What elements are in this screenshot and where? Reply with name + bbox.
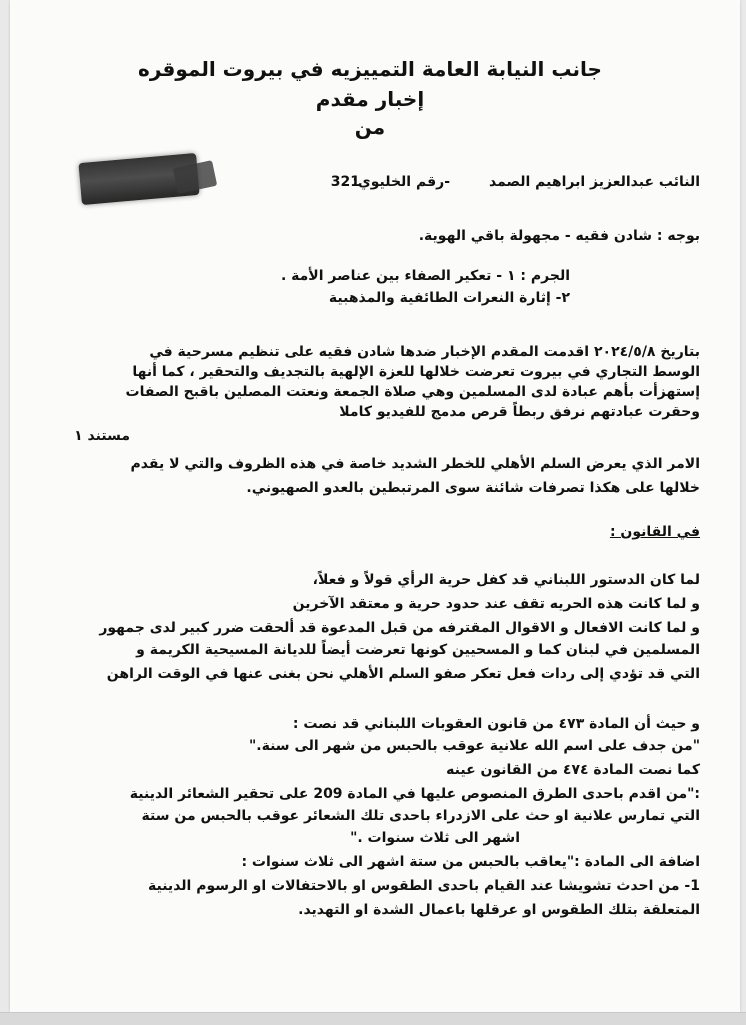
law-line: و لما كانت الافعال و الاقوال المقترفه من قبل المدعوة قد ألحقت ضرر كبير لدى جمهور [99, 620, 700, 636]
crime-line-1: الجرم : ١ - تعكير الصفاء بين عناصر الأمة . [280, 268, 570, 284]
facts-line: وحقرت عبادتهم نرفق ربطاً قرص مدمج للفيديو كاملا [339, 404, 700, 420]
phone-label: -رقم الخليوي: [352, 174, 450, 190]
law-line: المسلمين في لبنان كما و المسحيين كونها تعرضت أيضاً للديانة المسيحية الكريمة و [136, 642, 700, 658]
phone-number-partial: 321 [330, 174, 360, 190]
page-bottom-edge [0, 1012, 746, 1025]
article-line: كما نصت المادة ٤٧٤ من القانون عينه [446, 762, 700, 778]
facts-line: بتاريخ ٢٠٢٤/٥/٨ اقدمت المقدم الإخبار ضدها شادن فقيه على تنظيم مسرحية في [149, 344, 700, 360]
law-line: التي قد تؤدي إلى ردات فعل تعكر صفو السلم الأهلي نحن بغنى عنها في الوقت الراهن [106, 666, 700, 682]
facts-line: إستهزأت بأهم عبادة لدى المسلمين وهي صلاة الجمعة ونعتت المصلين باقبح الصفات [125, 384, 700, 400]
article-line: و حيث أن المادة ٤٧٣ من قانون العقوبات اللبناني قد نصت : [292, 716, 700, 732]
danger-line: الامر الذي يعرض السلم الأهلي للخطر الشديد خاصة في هذه الظروف والتي لا يقدم [130, 456, 700, 472]
article-line: اضافة الى المادة :"يعاقب بالحبس من ستة اشهر الى ثلاث سنوات : [241, 854, 700, 870]
document-subtitle: إخبار مقدم [315, 87, 425, 111]
document-page [10, 0, 740, 1012]
document-title: جانب النيابة العامة التمييزيه في بيروت الموقره [138, 57, 602, 81]
complainant-name: النائب عبدالعزيز ابراهيم الصمد [488, 174, 700, 190]
danger-line: خلالها على هكذا تصرفات شائنة سوى المرتبطين بالعدو الصهيوني. [246, 480, 700, 496]
article-line: :"من اقدم باحدى الطرق المنصوص عليها في المادة 209 على تحقير الشعائر الدينية [129, 786, 700, 802]
law-line: و لما كانت هذه الحريه تقف عند حدود حرية و معتقد الآخرين [292, 596, 700, 612]
article-line: 1- من احدث تشويشا عند القيام باحدى الطقوس او بالاحتفالات او الرسوم الدينية [148, 878, 700, 894]
article-line: التي تمارس علانية او حث على الازدراء باحدى تلك الشعائر عوقب بالحبس من ستة [141, 808, 700, 824]
article-line: المتعلقة بتلك الطقوس او عرقلها باعمال الشدة او التهديد. [298, 902, 700, 918]
crime-line-2: ٢- إثارة النعرات الطائفية والمذهبية [328, 290, 570, 306]
law-line: لما كان الدستور اللبناني قد كفل حرية الرأي قولاً و فعلاً، [312, 572, 700, 588]
law-heading: في القانون : [609, 524, 700, 540]
document-from-label: من [354, 115, 386, 139]
article-line: اشهر الى ثلاث سنوات ." [350, 830, 520, 846]
facts-line: الوسط التجاري في بيروت تعرضت خلالها للعزة الإلهية بالتجديف والتحقير ، كما أنها [132, 364, 700, 380]
exhibit-label: مستند ١ [74, 428, 130, 444]
article-line: "من جدف على اسم الله علانية عوقب بالحبس من شهر الى سنة." [248, 738, 700, 754]
against-line: بوجه : شادن فقيه - مجهولة باقي الهوية. [418, 228, 700, 244]
